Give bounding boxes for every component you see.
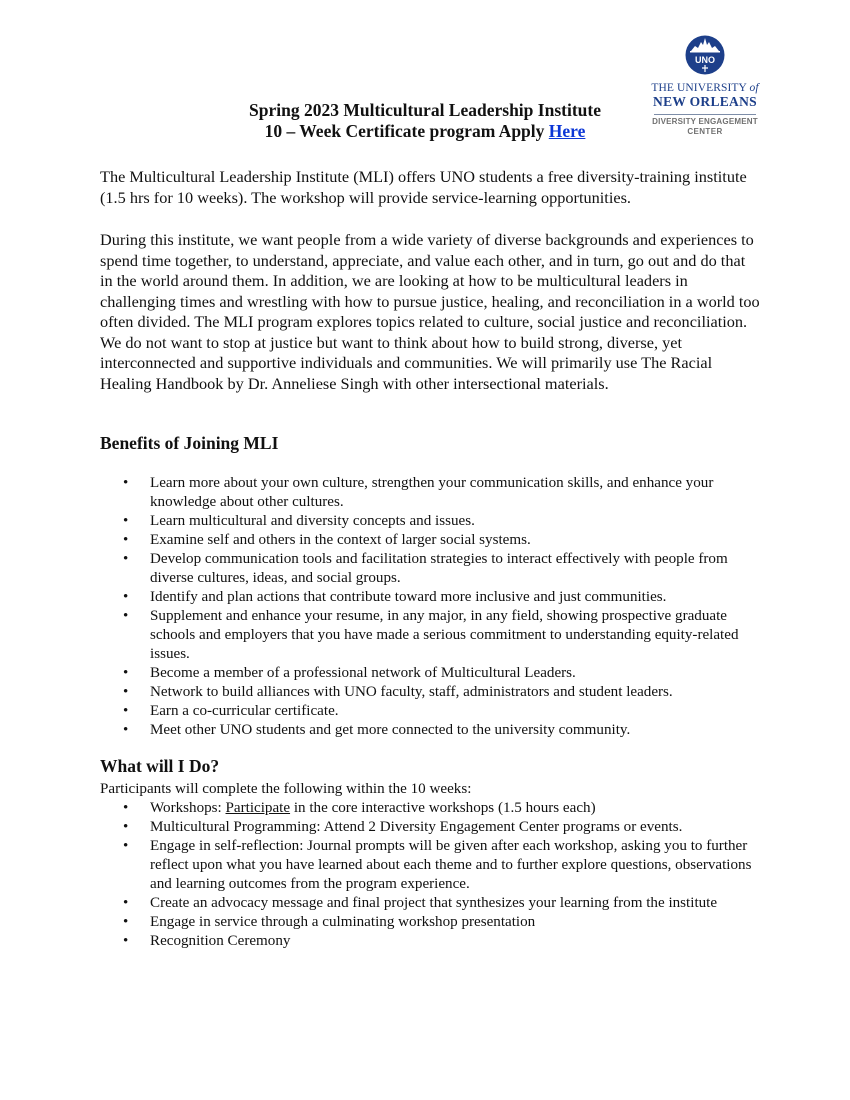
body-paragraph: During this institute, we want people from a wide variety of diverse backgrounds and experiences to spend time together, to understand, appreciate, and value each other, and in turn, go out and do that in the world around them. In addition, we are looking at how to be multicultural leaders in challenging times and wrestling with how to pursue justice, healing, and reconciliation in a world too often divided. The MLI program explores topics related to culture, social justice and reconciliation. We do not want to stop at justice but want to think about how to build strong, diverse, yet interconnected and supportive individuals and communities. We will primarily use The Racial Healing Handbook by Dr. Anneliese Singh with other intersectional materials. <box>100 230 760 393</box>
list-item: • Earn a co-curricular certificate. <box>100 702 760 721</box>
title-line-2: 10 – Week Certificate program Apply Here <box>264 121 586 141</box>
apply-here-link[interactable]: Here <box>548 121 586 141</box>
uno-seal-icon <box>685 34 725 76</box>
logo-center-line1: DIVERSITY ENGAGEMENT <box>652 117 758 126</box>
list-item: • Multicultural Programming: Attend 2 Diversity Engagement Center programs or events. <box>100 818 760 837</box>
intro-paragraph: The Multicultural Leadership Institute (MLI) offers UNO students a free diversity-training institute (1.5 hrs for 10 weeks). The workshop will provide service-learning opportunities. <box>100 167 747 207</box>
activities-list <box>100 799 760 951</box>
what-will-i-do-heading: What will I Do? <box>100 756 220 776</box>
participants-lead: Participants will complete the following within the 10 weeks: <box>100 781 472 797</box>
list-item: • Meet other UNO students and get more connected to the university community. <box>100 721 760 740</box>
list-item: • Engage in self-reflection: Journal prompts will be given after each workshop, asking you to further reflect upon what you have learned about each theme and to further explore questions, observations and learning outcomes from the program experience. <box>100 837 760 894</box>
list-item: • Create an advocacy message and final project that synthesizes your learning from the institute <box>100 894 760 913</box>
logo-new-orleans: NEW ORLEANS <box>653 94 757 109</box>
seal-text: UNO <box>695 55 715 65</box>
list-item: • Recognition Ceremony <box>100 932 760 951</box>
list-item: • Supplement and enhance your resume, in any major, in any field, showing prospective graduate schools and employers that you have made a serious commitment to understanding equity-related issues. <box>100 607 760 664</box>
list-item: • Learn multicultural and diversity concepts and issues. <box>100 512 760 531</box>
page-title <box>180 100 670 142</box>
list-item: • Examine self and others in the context of larger social systems. <box>100 531 760 550</box>
benefits-heading: Benefits of Joining MLI <box>100 433 279 453</box>
list-item: • Workshops: Participate in the core interactive workshops (1.5 hours each) <box>100 799 760 818</box>
logo-university-line: THE UNIVERSITY of <box>651 82 759 94</box>
participate-link[interactable]: Participate <box>225 800 291 816</box>
list-item: • Develop communication tools and facilitation strategies to interact effectively with people from diverse cultures, ideas, and social groups. <box>100 550 760 588</box>
list-item: • Network to build alliances with UNO faculty, staff, administrators and student leaders. <box>100 683 760 702</box>
list-item: • Become a member of a professional network of Multicultural Leaders. <box>100 664 760 683</box>
logo-center-line2: CENTER <box>687 127 723 136</box>
title-line-1: Spring 2023 Multicultural Leadership Institute <box>249 100 601 120</box>
list-item: • Learn more about your own culture, strengthen your communication skills, and enhance your knowledge about other cultures. <box>100 474 760 512</box>
list-item: • Identify and plan actions that contribute toward more inclusive and just communities. <box>100 588 760 607</box>
list-item: • Engage in service through a culminating workshop presentation <box>100 913 760 932</box>
benefits-list <box>100 474 760 740</box>
